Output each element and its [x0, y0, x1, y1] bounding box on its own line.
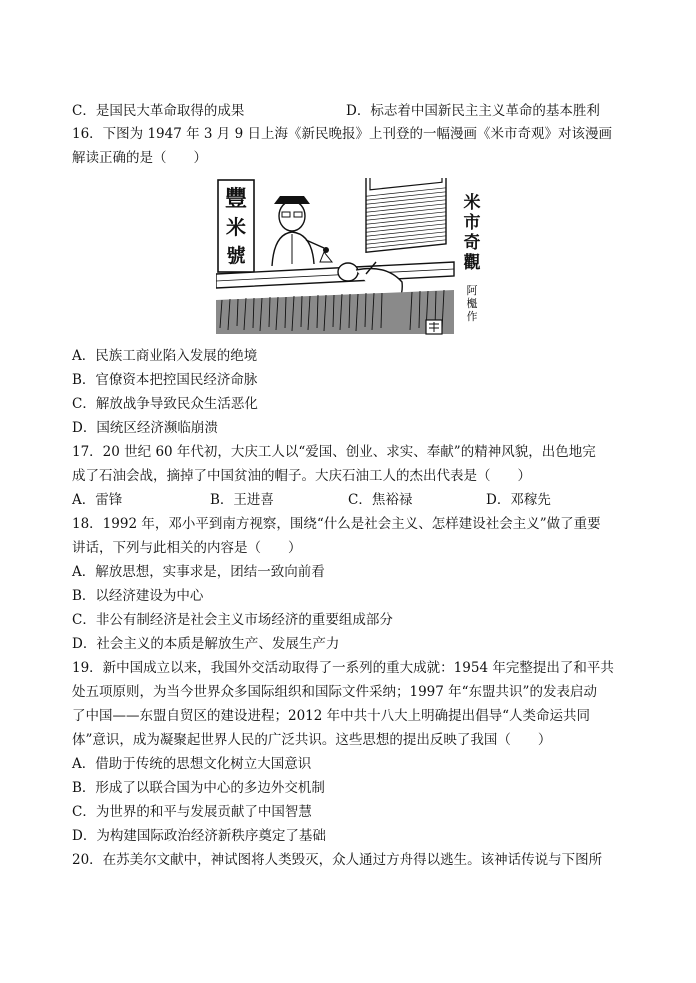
q19-stem-line-4: 体”意识，成为凝聚起世界人民的广泛共识。这些思想的提出反映了我国（ ）: [72, 732, 552, 748]
q16-option-b: B．官僚资本把控国民经济命脉: [72, 372, 258, 388]
cartoon-author-char-1: 阿: [466, 284, 478, 297]
cartoon-title-char-1: 米: [463, 193, 481, 213]
q16-option-a: A．民族工商业陷入发展的绝境: [72, 348, 258, 364]
q19-option-a: A．借助于传统的思想文化树立大国意识: [72, 756, 312, 772]
cartoon-author-char-2: 櫆: [466, 297, 478, 310]
q17-stem-line-1: 17．20 世纪 60 年代初，大庆工人以“爱国、创业、求实、奉献”的精神风貌，出色地完: [72, 444, 596, 460]
q19-stem-line-2: 处五项原则，为当今世界众多国际组织和国际文件采纳；1997 年“东盟共识”的发表启动: [72, 684, 597, 700]
q19-stem-line-1: 19．新中国成立以来，我国外交活动取得了一系列的重大成就：1954 年完整提出了和平共: [72, 660, 614, 676]
cartoon-title-char-4: 觀: [463, 253, 481, 273]
q16-option-d: D．国统区经济濒临崩溃: [72, 420, 218, 436]
q17-option-a: A．雷锋: [72, 492, 123, 508]
shop-sign-char-2: 米: [226, 215, 246, 239]
q17-option-b: B．王进喜: [210, 492, 274, 508]
q17-stem-line-2: 成了石油会战，摘掉了中国贫油的帽子。大庆石油工人的杰出代表是（ ）: [72, 468, 531, 484]
q17-option-c: C．焦裕禄: [348, 492, 413, 508]
rice-market-cartoon: [216, 178, 492, 338]
cartoon-title-char-2: 市: [463, 213, 481, 233]
q19-option-c: C．为世界的和平与发展贡献了中国智慧: [72, 804, 312, 820]
q18-option-a: A．解放思想，实事求是，团结一致向前看: [72, 564, 325, 580]
q17-option-d: D．邓稼先: [486, 492, 551, 508]
q19-option-b: B．形成了以联合国为中心的多边外交机制: [72, 780, 325, 796]
q18-option-b: B．以经济建设为中心: [72, 588, 204, 604]
q16-stem-line-1: 16．下图为 1947 年 3 月 9 日上海《新民晚报》上刊登的一幅漫画《米市奇观》对该漫画: [72, 126, 612, 142]
q16-option-c: C．解放战争导致民众生活恶化: [72, 396, 258, 412]
q15-option-d: D．标志着中国新民主主义革命的基本胜利: [346, 103, 600, 119]
shop-sign-char-3: 號: [226, 245, 246, 267]
q15-option-c: C．是国民大革命取得的成果: [72, 103, 245, 119]
cartoon-author-char-3: 作: [466, 310, 478, 323]
q18-option-c: C．非公有制经济是社会主义市场经济的重要组成部分: [72, 612, 393, 628]
cartoon-title-char-3: 奇: [463, 233, 481, 253]
money-stack: [366, 178, 446, 252]
shop-sign-char-1: 豐: [224, 187, 248, 212]
q17-options-row: [72, 490, 632, 510]
q18-stem-line-2: 讲话，下列与此相关的内容是（ ）: [72, 540, 302, 556]
q19-option-d: D．为构建国际政治经济新秩序奠定了基础: [72, 828, 326, 844]
q19-stem-line-3: 了中国——东盟自贸区的建设进程；2012 年中共十八大上明确提出倡导“人类命运共同: [72, 708, 591, 724]
q18-stem-line-1: 18．1992 年，邓小平到南方视察，围绕“什么是社会主义、怎样建设社会主义”做了重要: [72, 516, 601, 532]
q18-option-d: D．社会主义的本质是解放生产、发展生产力: [72, 636, 340, 652]
q20-stem-line-1: 20．在苏美尔文献中，神试图将人类毁灭，众人通过方舟得以逃生。该神话传说与下图所: [72, 852, 603, 868]
q16-stem-line-2: 解读正确的是（ ）: [72, 150, 207, 166]
